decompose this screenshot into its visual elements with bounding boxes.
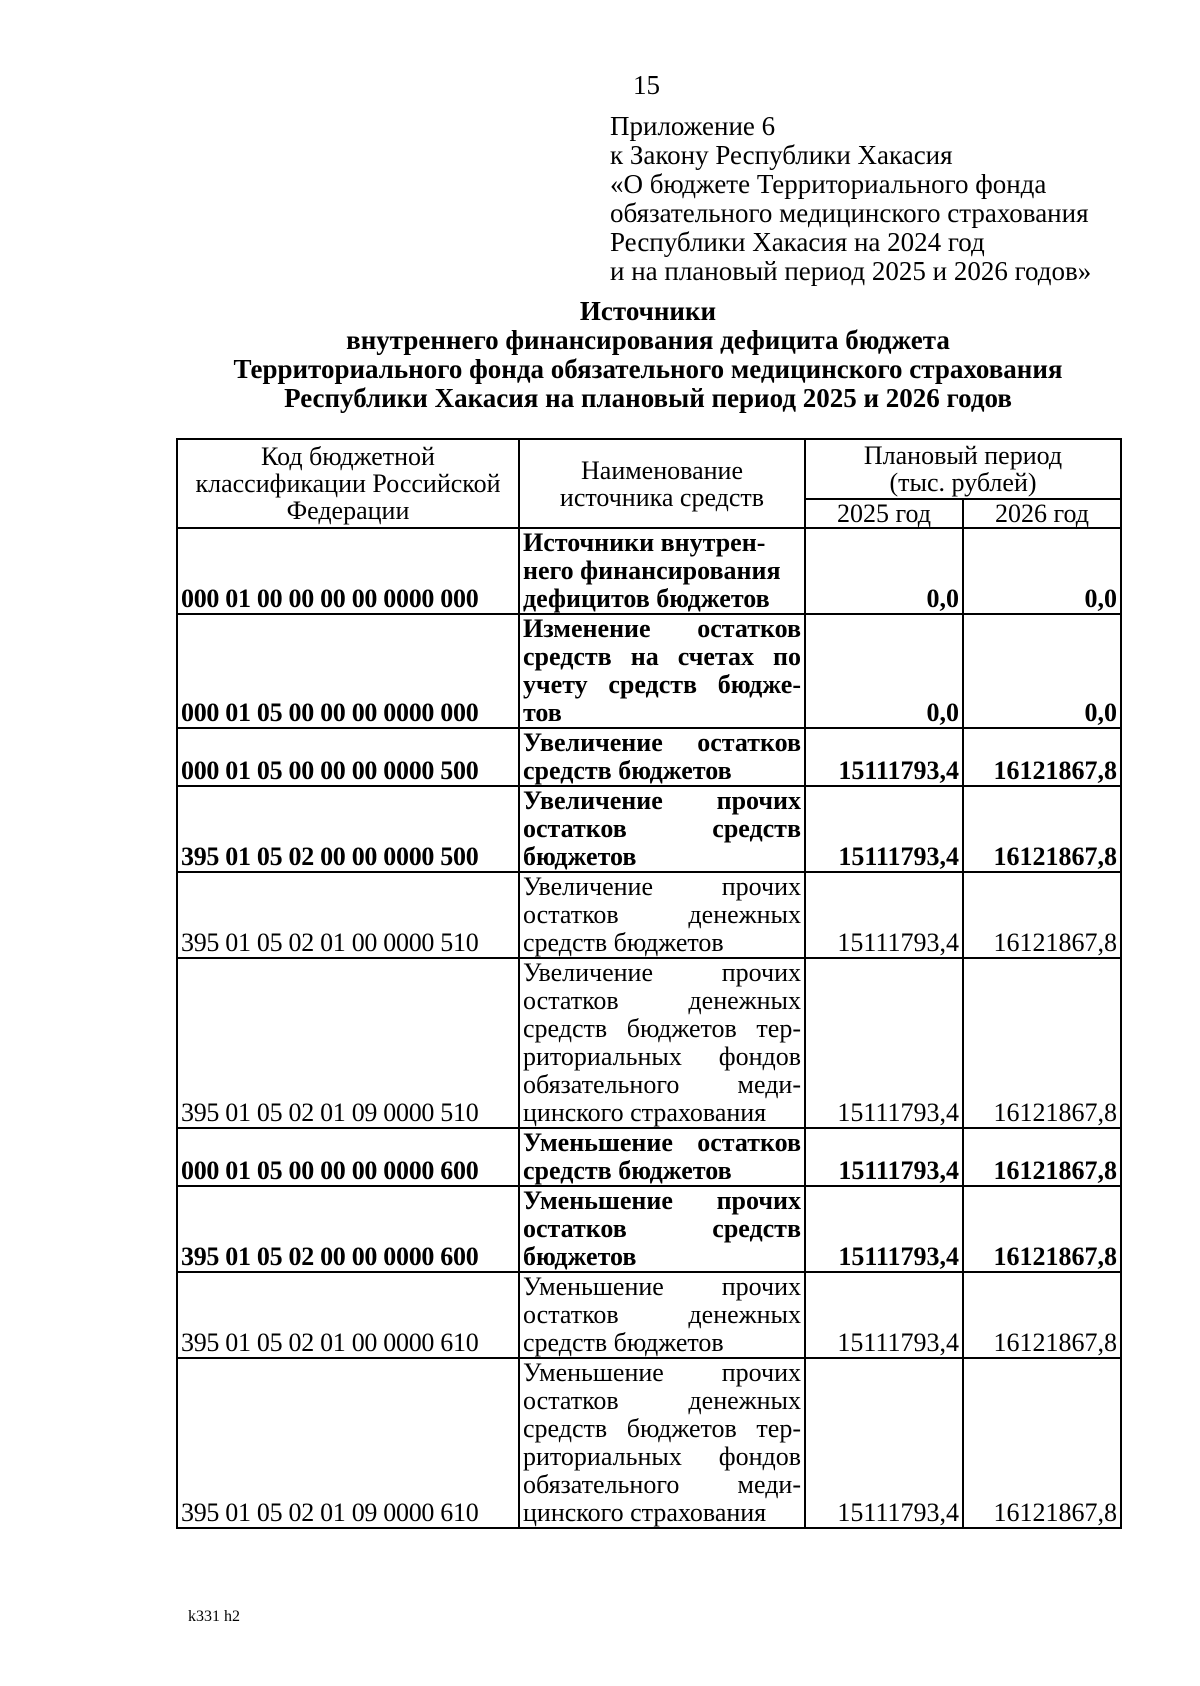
value-2026-cell: 16121867,8 xyxy=(963,958,1121,1128)
value-2025-cell: 15111793,4 xyxy=(805,872,963,958)
title-line: Республики Хакасия на плановый период 2025 и 2026 годов xyxy=(284,383,1012,413)
code-cell: 395 01 05 02 00 00 0000 500 xyxy=(177,786,519,872)
header-year-2025: 2025 год xyxy=(805,499,963,528)
value-2025-cell: 15111793,4 xyxy=(805,786,963,872)
value-2026-cell: 16121867,8 xyxy=(963,872,1121,958)
value-2026-cell: 16121867,8 xyxy=(963,1272,1121,1358)
value-2026-cell: 16121867,8 xyxy=(963,1358,1121,1528)
value-2026-cell: 16121867,8 xyxy=(963,1128,1121,1186)
name-cell: Уменьшение прочих остатков денежных средств бюджетов тер-риториальных фондов обязательного меди-цинского страхования xyxy=(519,1358,805,1528)
table-body xyxy=(177,528,1121,1528)
code-cell: 395 01 05 02 00 00 0000 600 xyxy=(177,1186,519,1272)
table-row xyxy=(177,958,1121,1128)
name-cell: Увеличение прочих остатков средств бюджетов xyxy=(519,786,805,872)
header-year-2026: 2026 год xyxy=(963,499,1121,528)
value-2025-cell: 15111793,4 xyxy=(805,1186,963,1272)
page-number: 15 xyxy=(633,70,660,100)
name-cell: Увеличение прочих остатков денежных средств бюджетов тер-риториальных фондов обязательного меди-цинского страхования xyxy=(519,958,805,1128)
table-row xyxy=(177,1272,1121,1358)
code-cell: 395 01 05 02 01 00 0000 610 xyxy=(177,1272,519,1358)
table-row xyxy=(177,728,1121,786)
value-2026-cell: 0,0 xyxy=(963,614,1121,728)
title-line: внутреннего финансирования дефицита бюджета xyxy=(346,325,950,355)
title-line: Источники xyxy=(579,296,717,326)
value-2025-cell: 0,0 xyxy=(805,528,963,614)
code-cell: 395 01 05 02 01 09 0000 510 xyxy=(177,958,519,1128)
appendix-line: Республики Хакасия на 2024 год xyxy=(610,227,985,257)
value-2026-cell: 0,0 xyxy=(963,528,1121,614)
budget-sources-table xyxy=(176,438,1122,1529)
document-title xyxy=(0,297,1200,413)
value-2025-cell: 0,0 xyxy=(805,614,963,728)
name-cell: Изменение остатков средств на счетах по учету средств бюдже-тов xyxy=(519,614,805,728)
table-row xyxy=(177,614,1121,728)
code-cell: 000 01 00 00 00 00 0000 000 xyxy=(177,528,519,614)
code-cell: 395 01 05 02 01 00 0000 510 xyxy=(177,872,519,958)
value-2025-cell: 15111793,4 xyxy=(805,728,963,786)
appendix-line: «О бюджете Территориального фонда xyxy=(610,169,1047,199)
appendix-line: Приложение 6 xyxy=(610,111,776,141)
header-code: Код бюджетной классификации Российской Федерации xyxy=(177,439,519,528)
value-2025-cell: 15111793,4 xyxy=(805,958,963,1128)
table-row xyxy=(177,1186,1121,1272)
table-row xyxy=(177,786,1121,872)
table-row xyxy=(177,1358,1121,1528)
value-2025-cell: 15111793,4 xyxy=(805,1358,963,1528)
header-name: Наименование источника средств xyxy=(519,439,805,528)
table-row xyxy=(177,528,1121,614)
name-cell: Увеличение прочих остатков денежных средств бюджетов xyxy=(519,872,805,958)
value-2026-cell: 16121867,8 xyxy=(963,728,1121,786)
code-cell: 000 01 05 00 00 00 0000 600 xyxy=(177,1128,519,1186)
code-cell: 000 01 05 00 00 00 0000 000 xyxy=(177,614,519,728)
table-row xyxy=(177,1128,1121,1186)
name-cell: Уменьшение прочих остатков средств бюджетов xyxy=(519,1186,805,1272)
value-2025-cell: 15111793,4 xyxy=(805,1128,963,1186)
value-2026-cell: 16121867,8 xyxy=(963,786,1121,872)
footer-code: k331 h2 xyxy=(188,1608,240,1625)
title-line: Территориального фонда обязательного медицинского страхования xyxy=(233,354,1063,384)
appendix-reference xyxy=(610,112,1091,286)
name-cell: Источники внутрен- него финансирования дефицитов бюджетов xyxy=(519,528,805,614)
code-cell: 395 01 05 02 01 09 0000 610 xyxy=(177,1358,519,1528)
appendix-line: и на плановый период 2025 и 2026 годов» xyxy=(610,256,1092,286)
value-2025-cell: 15111793,4 xyxy=(805,1272,963,1358)
code-cell: 000 01 05 00 00 00 0000 500 xyxy=(177,728,519,786)
name-cell: Уменьшение прочих остатков денежных средств бюджетов xyxy=(519,1272,805,1358)
name-cell: Увеличение остатков средств бюджетов xyxy=(519,728,805,786)
appendix-line: обязательного медицинского страхования xyxy=(610,198,1089,228)
name-cell: Уменьшение остатков средств бюджетов xyxy=(519,1128,805,1186)
table-row xyxy=(177,872,1121,958)
header-period: Плановый период (тыс. рублей) xyxy=(805,439,1121,499)
appendix-line: к Закону Республики Хакасия xyxy=(610,140,953,170)
value-2026-cell: 16121867,8 xyxy=(963,1186,1121,1272)
